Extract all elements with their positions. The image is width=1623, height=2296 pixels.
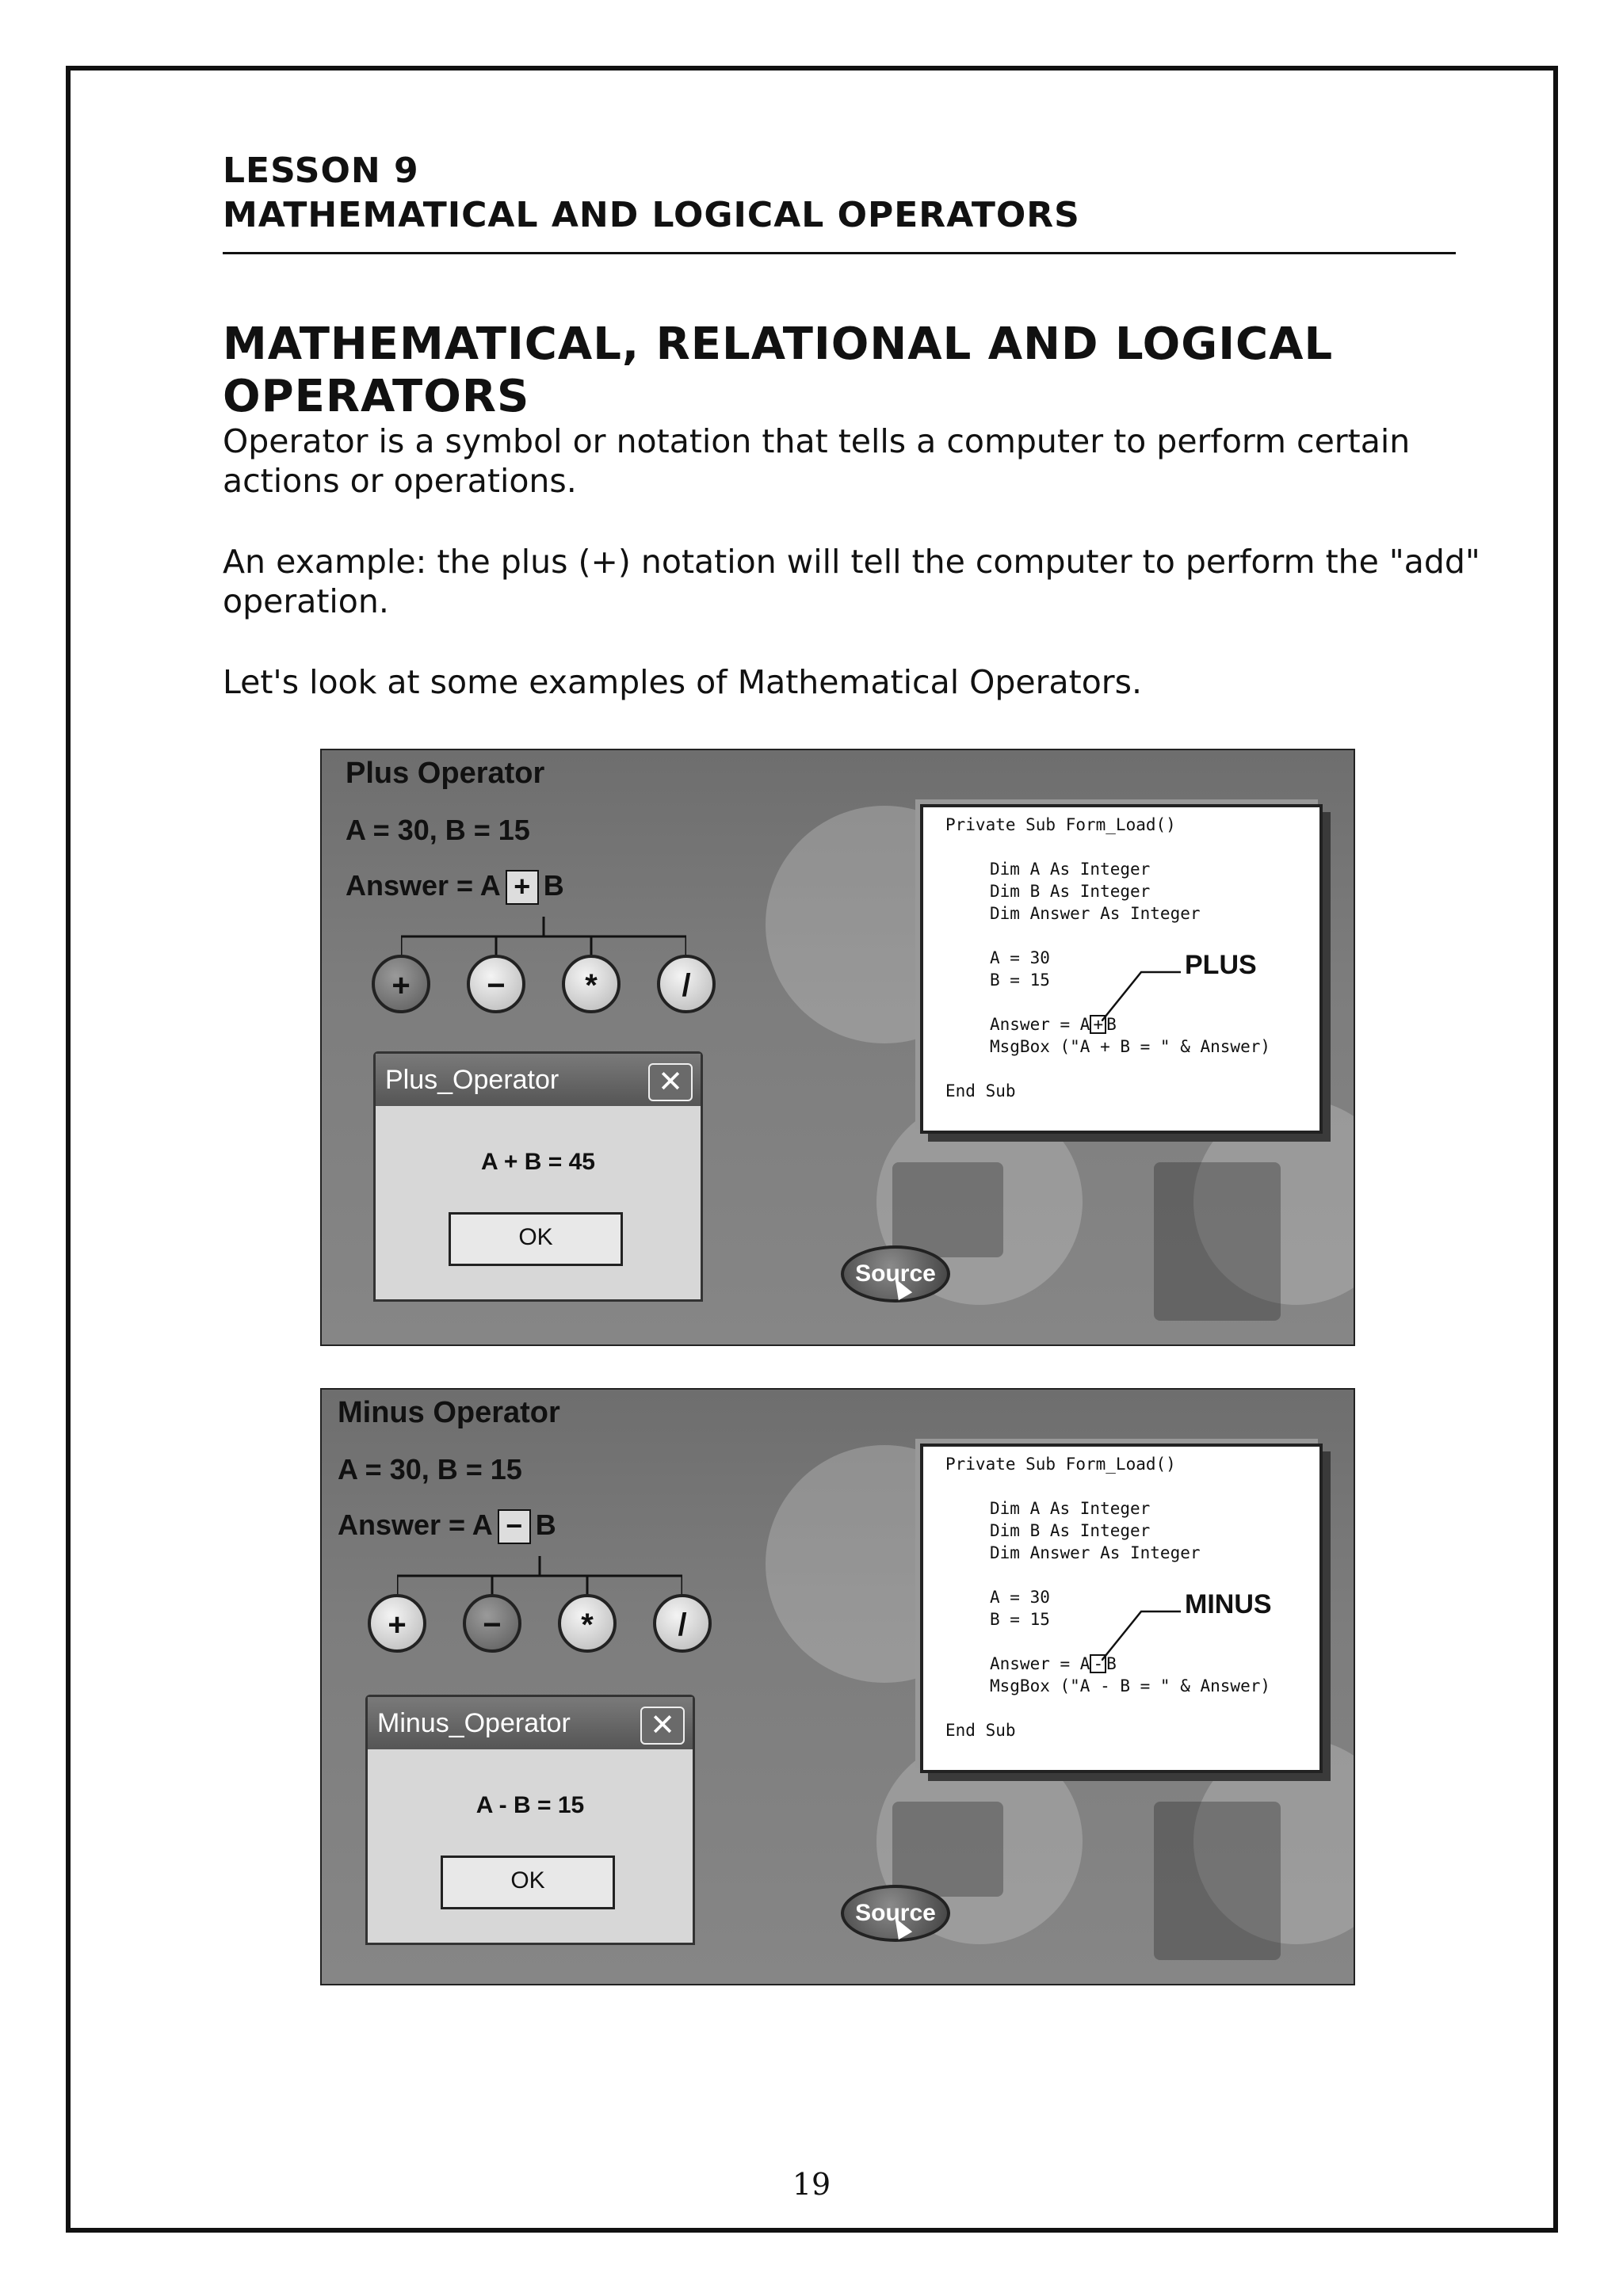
dialog-title: Plus_Operator — [376, 1054, 701, 1106]
code-operator-mark: - — [1090, 1654, 1106, 1673]
lesson-title: MATHEMATICAL AND LOGICAL OPERATORS — [223, 195, 1080, 235]
code-line: B = 15 — [990, 971, 1050, 990]
code-operator-mark: + — [1090, 1015, 1106, 1034]
minus-operator-screenshot — [320, 1388, 1355, 1985]
operator-callout: PLUS — [1185, 950, 1257, 980]
code-line: MsgBox ("A + B = " & Answer) — [990, 1037, 1271, 1056]
minus-button[interactable]: − — [467, 955, 525, 1013]
code-line — [990, 1015, 1117, 1034]
code-fragment: Answer = A — [990, 1015, 1090, 1034]
message-dialog — [373, 1051, 703, 1302]
code-line: B = 15 — [990, 1610, 1050, 1629]
assign-line: A = 30, B = 15 — [338, 1453, 522, 1486]
source-code-panel — [920, 804, 1323, 1134]
operator-box: + — [506, 870, 539, 905]
source-button[interactable]: Source — [841, 1245, 950, 1302]
answer-suffix: B — [543, 869, 564, 902]
operator-tree-lines — [401, 917, 686, 964]
code-fragment: Answer = A — [990, 1654, 1090, 1673]
code-line: Private Sub Form_Load() — [945, 815, 1176, 834]
code-line: Dim A As Integer — [990, 1499, 1151, 1518]
operator-title: Plus Operator — [346, 757, 545, 790]
plus-operator-screenshot — [320, 749, 1355, 1346]
code-line: MsgBox ("A - B = " & Answer) — [990, 1676, 1271, 1695]
code-line: Dim A As Integer — [990, 860, 1151, 879]
plus-button[interactable]: + — [372, 955, 430, 1013]
paragraph-2: An example: the plus (+) notation will tell the computer to perform the "add" operation. — [223, 543, 1480, 620]
code-fragment: B — [1106, 1015, 1117, 1034]
source-button[interactable]: Source — [841, 1885, 950, 1942]
ok-button[interactable]: OK — [449, 1212, 623, 1266]
callout-pointer — [1102, 966, 1181, 1021]
code-line: Private Sub Form_Load() — [945, 1455, 1176, 1474]
code-line: Dim Answer As Integer — [990, 1543, 1201, 1562]
dialog-title: Minus_Operator — [368, 1697, 693, 1749]
operator-tree-lines — [397, 1556, 682, 1604]
message-dialog — [365, 1695, 695, 1945]
lesson-number: LESSON 9 — [223, 151, 419, 191]
lesson-header — [223, 149, 1080, 238]
code-line — [990, 1654, 1117, 1673]
page-number: 19 — [792, 2167, 831, 2202]
dialog-message: A + B = 45 — [481, 1149, 595, 1175]
code-fragment: B — [1106, 1654, 1117, 1673]
code-line: Dim B As Integer — [990, 882, 1151, 901]
code-line: End Sub — [945, 1081, 1016, 1100]
code-line: Dim Answer As Integer — [990, 904, 1201, 923]
code-line: Dim B As Integer — [990, 1521, 1151, 1540]
operator-title: Minus Operator — [338, 1396, 560, 1429]
multiply-button[interactable]: * — [562, 955, 621, 1013]
assign-line: A = 30, B = 15 — [346, 814, 530, 846]
multiply-button[interactable]: * — [558, 1594, 617, 1653]
header-rule — [223, 252, 1456, 254]
answer-line — [338, 1508, 556, 1544]
paragraph-1: Operator is a symbol or notation that tells a computer to perform certain actions or operations. — [223, 422, 1411, 500]
divide-button[interactable]: / — [653, 1594, 712, 1653]
answer-prefix: Answer = A — [338, 1508, 493, 1541]
plus-button[interactable]: + — [368, 1594, 426, 1653]
divide-button[interactable]: / — [657, 955, 716, 1013]
dialog-message: A - B = 15 — [475, 1792, 585, 1818]
close-icon[interactable]: ✕ — [648, 1063, 693, 1101]
operator-callout: MINUS — [1185, 1589, 1272, 1619]
answer-line — [346, 869, 564, 905]
ok-button[interactable]: OK — [441, 1855, 615, 1909]
code-line: A = 30 — [990, 1588, 1050, 1607]
minus-button[interactable]: − — [463, 1594, 521, 1653]
answer-suffix: B — [535, 1508, 556, 1541]
answer-prefix: Answer = A — [346, 869, 501, 902]
close-icon[interactable]: ✕ — [640, 1707, 685, 1745]
code-line: A = 30 — [990, 948, 1050, 967]
operator-box: − — [498, 1509, 531, 1544]
source-code-panel — [920, 1444, 1323, 1773]
code-line: End Sub — [945, 1721, 1016, 1740]
paragraph-3: Let's look at some examples of Mathematical Operators. — [223, 663, 1143, 701]
section-heading: MATHEMATICAL, RELATIONAL AND LOGICAL OPERATORS — [223, 318, 1334, 422]
callout-pointer — [1102, 1605, 1181, 1661]
